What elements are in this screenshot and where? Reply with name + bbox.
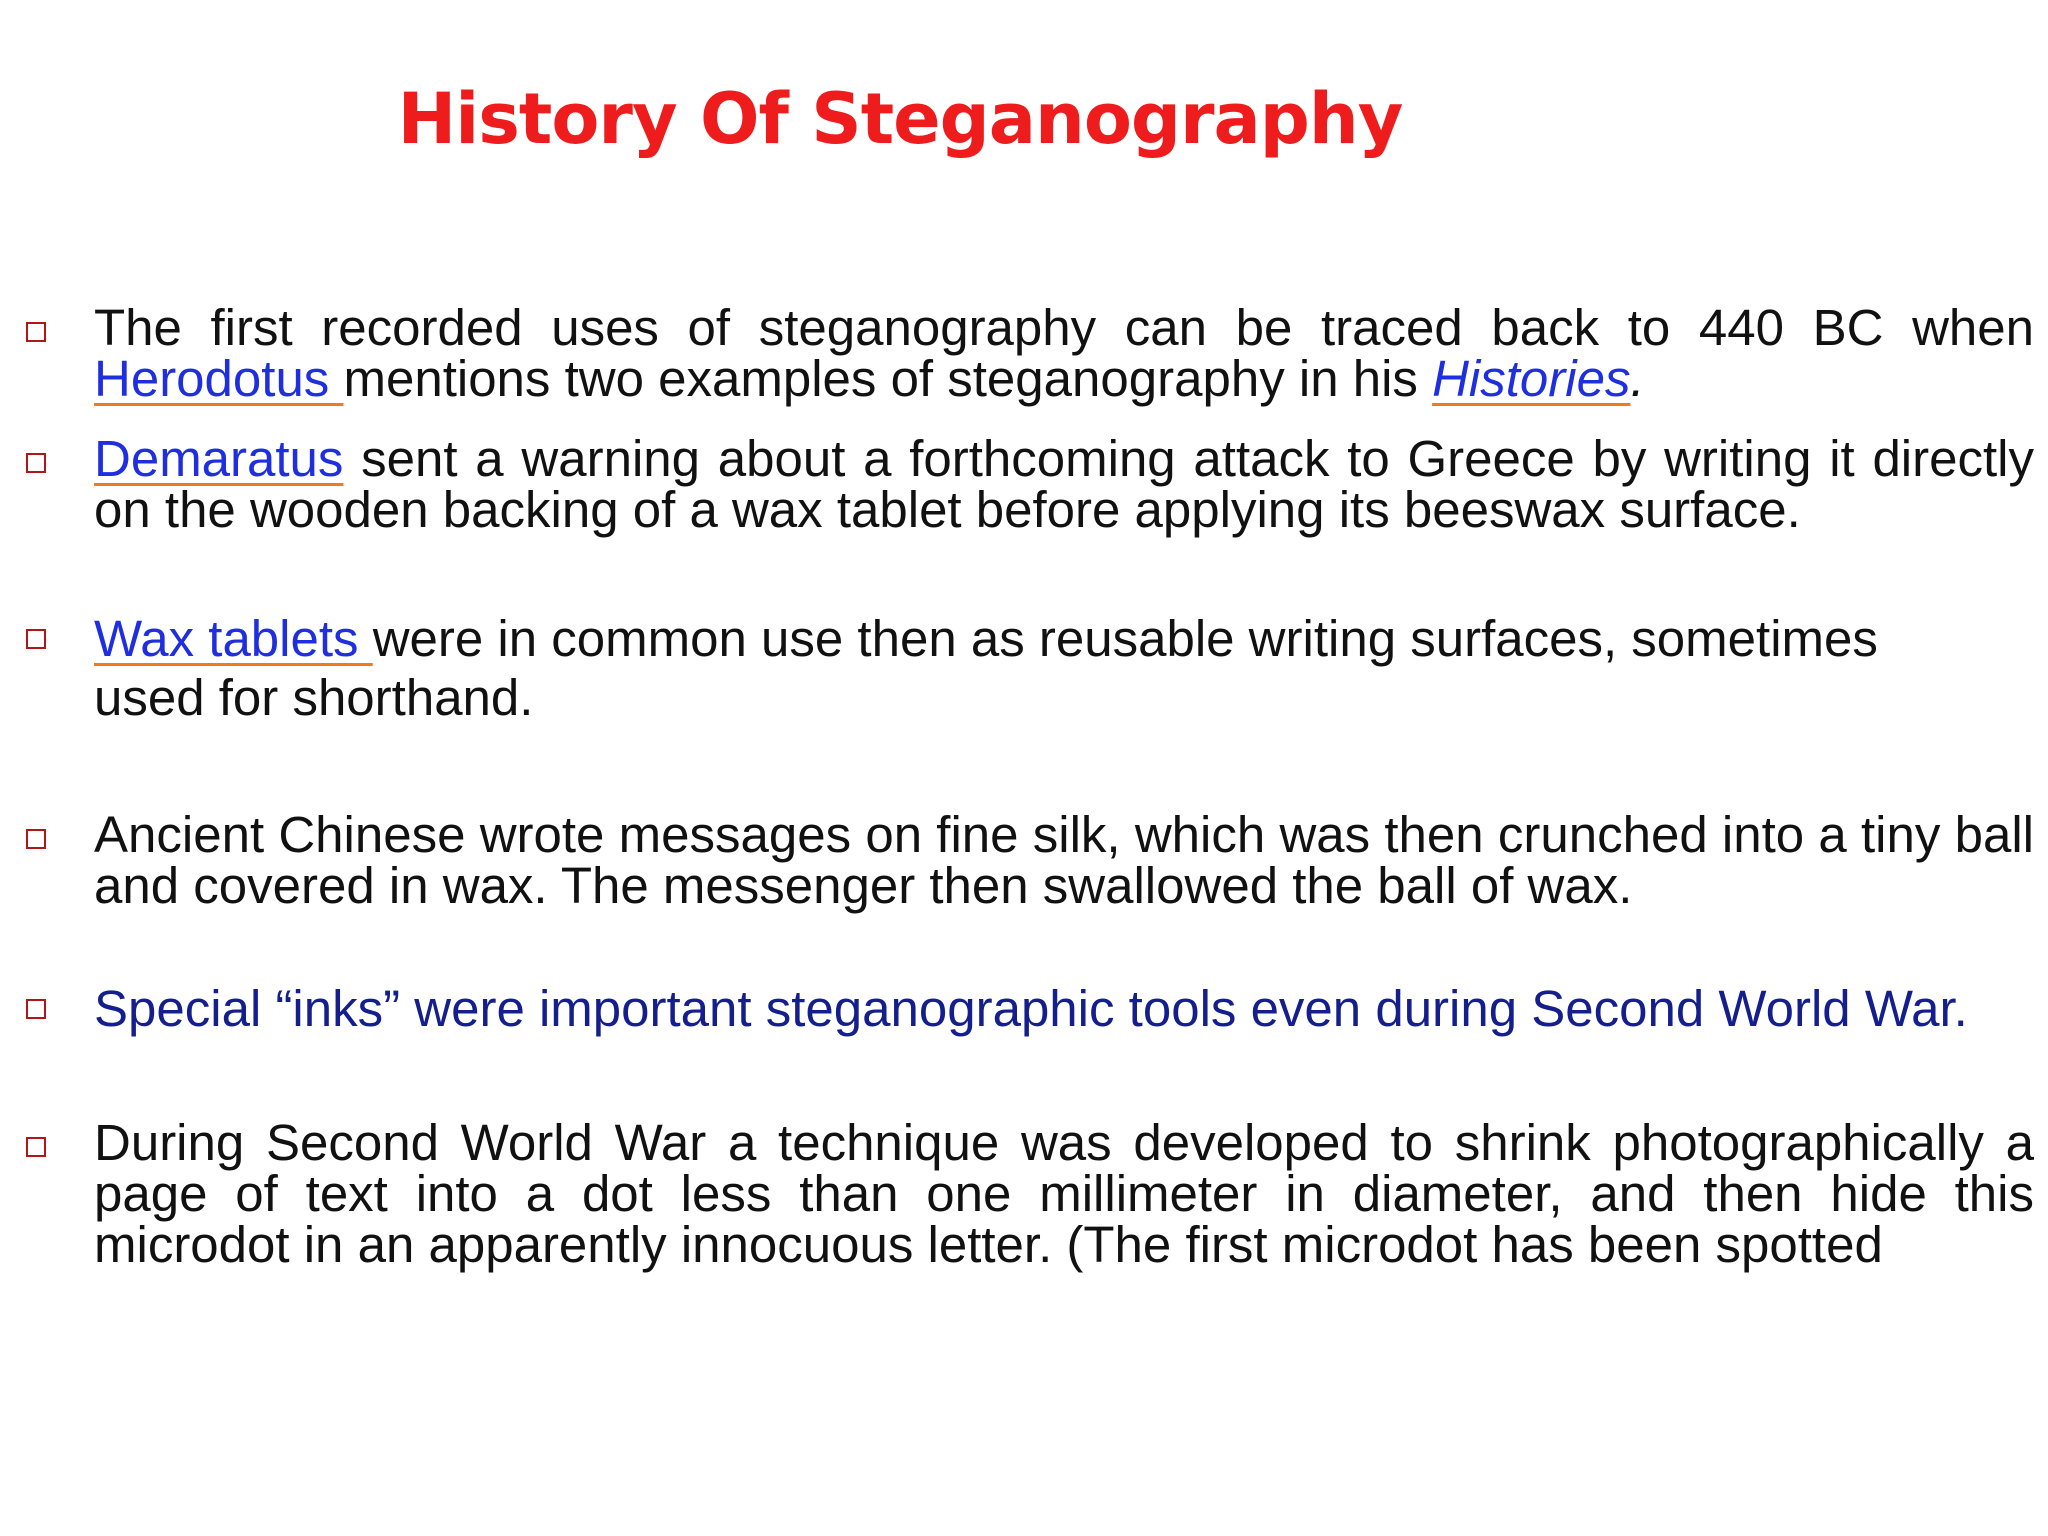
herodotus-link[interactable]: Herodotus bbox=[94, 350, 344, 407]
square-bullet-icon bbox=[26, 1137, 46, 1157]
square-bullet-icon bbox=[26, 322, 46, 342]
bullet-text: were in common use then as reusable writing surfaces, sometimes bbox=[372, 610, 1878, 667]
bullet-text: mentions two examples of steganography in his bbox=[343, 350, 1433, 407]
bullet-text: sent a warning about a forthcoming attack to Greece by writing it directly on the wooden backing of a wax tablet before applying its beeswax surface. bbox=[94, 430, 2034, 538]
demaratus-link[interactable]: Demaratus bbox=[94, 430, 344, 487]
bullet-text: The first recorded uses of steganography can be traced back to 440 BC when bbox=[94, 299, 2034, 356]
bullet-text: Special “inks” were important steganographic tools even during Second World War. bbox=[94, 980, 1968, 1037]
bullet-text: . bbox=[1630, 350, 1645, 407]
bullet-text: During Second World War a technique was developed to shrink photographically a page of text into a dot less than one millimeter in diameter, and then hide this microdot in an apparently innocuous letter. (The first microdot has been spotted bbox=[94, 1114, 2034, 1273]
wax-tablets-link[interactable]: Wax tablets bbox=[94, 610, 373, 667]
bullet-item-ancient-chinese bbox=[94, 806, 2034, 914]
bullet-item-demaratus bbox=[94, 430, 2034, 538]
square-bullet-icon bbox=[26, 829, 46, 849]
slide-title: History Of Steganography bbox=[397, 78, 1403, 160]
square-bullet-icon bbox=[26, 453, 46, 473]
bullet-text: Ancient Chinese wrote messages on fine silk, which was then crunched into a tiny ball and covered in wax. The messenger then swallowed the ball of wax. bbox=[94, 806, 2034, 914]
bullet-text-line: used for shorthand. bbox=[94, 669, 534, 726]
bullet-item-herodotus bbox=[94, 299, 2034, 407]
square-bullet-icon bbox=[26, 999, 46, 1019]
square-bullet-icon bbox=[26, 629, 46, 649]
bullet-item-special-inks bbox=[94, 979, 2034, 1038]
bullet-item-wax-tablets bbox=[94, 609, 2034, 727]
bullet-item-microdot bbox=[94, 1114, 2034, 1273]
histories-link[interactable]: Histories bbox=[1432, 350, 1631, 407]
